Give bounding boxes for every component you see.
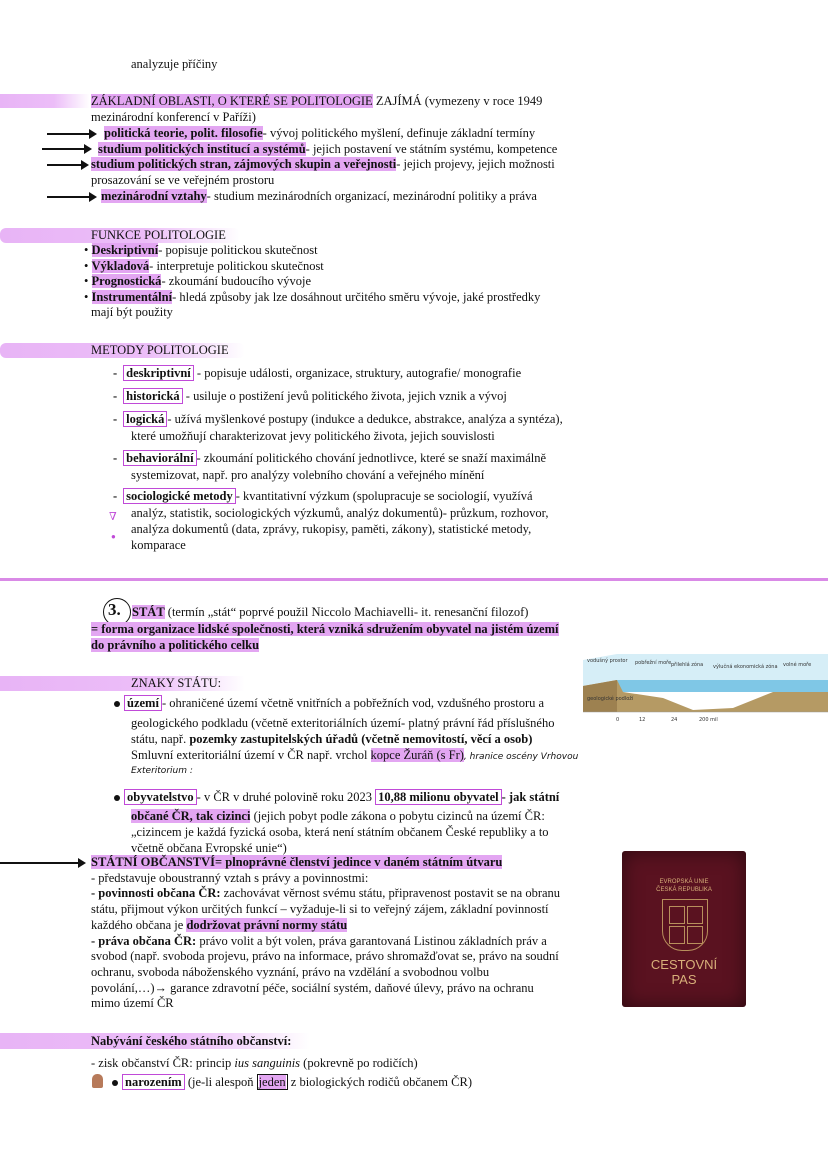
shield-quarter-icon (669, 906, 685, 924)
oblasti-header-rest: ZAJÍMÁ (vymezeny v roce 1949 (372, 94, 543, 108)
funkce-term: Prognostická (91, 274, 162, 288)
obyv-num: 10,88 milionu obyvatel (375, 789, 502, 805)
shield-quarter-icon (687, 906, 703, 924)
oblasti-header (91, 94, 542, 109)
prava-term: - práva občana ČR: (91, 934, 197, 948)
metody-item: - deskriptivní - popisuje události, organizace, struktury, autografie/ monografie (113, 366, 522, 380)
funkce-rest: - hledá způsoby jak lze dosáhnout určitého směru vývoje, jaké prostředky (172, 290, 541, 304)
povinnosti-line3b: dodržovat právní normy státu (186, 918, 348, 932)
oblasti-item (101, 189, 537, 204)
metody-item-cont: které umožňují charakterizovat jevy politického života, jejich souvislosti (131, 429, 495, 443)
section-divider (0, 578, 828, 581)
shield-quarter-icon (687, 926, 703, 944)
metody-term: deskriptivní (123, 365, 194, 381)
znaky-uzemi (114, 696, 544, 711)
map-label: geologické podloží (587, 696, 634, 702)
uzemi-line3 (131, 732, 532, 747)
stat-title-rest: (termín „stát“ poprvé použil Niccolo Machiavelli- it. renesanční filozof) (164, 605, 529, 619)
metody-item: - historická - usiluje o postižení jevů politického života, jejich vznik a vývoj (113, 389, 507, 403)
oblasti-rest: - vývoj politického myšlení, definuje základní termíny (262, 126, 536, 140)
passport-line2: ČESKÁ REPUBLIKA (656, 887, 712, 893)
povinnosti-line3 (91, 918, 347, 933)
arrow-icon (42, 148, 90, 150)
prava-line2: svobod (např. svoboda projevu, právo na informace, právo shromažďovat se, právo na soudní (91, 949, 559, 963)
handwritten-note: Exteritorium : (131, 766, 193, 776)
oblasti-rest: - jejich projevy, jejich možnosti (396, 157, 555, 171)
map-label: 200 mil (699, 717, 718, 723)
metody-item: - sociologické metody - kvantitativní výzkum (spolupracuje se sociologií, využívá (113, 489, 533, 503)
jeden-text: jeden (258, 1075, 286, 1089)
povinnosti-term: - povinnosti občana ČR: (91, 886, 221, 900)
nabyvani-line1c: (pokrevně po rodičích) (300, 1056, 418, 1070)
arrow-icon (47, 196, 95, 198)
oblasti-header-hl: ZÁKLADNÍ OBLASTI, O KTERÉ SE POLITOLOGIE (91, 94, 373, 108)
passport-image (622, 851, 746, 1007)
nabyvani-header: Nabývání českého státního občanství: (91, 1034, 292, 1048)
obcanstvi-header-text: STÁTNÍ OBČANSTVÍ= plnoprávné členství jedince v daném státním útvaru (91, 855, 503, 869)
metody-item-cont: systemizovat, např. pro analýzy volebního chování a veřejného mínění (131, 468, 485, 482)
povinnosti-line2: státu, přijmout výkon určitých funkcí – vyžaduje-li si to veřejný zájem, základní povinností (91, 902, 549, 916)
metody-rest: - kvantitativní výzkum (spolupracuje se sociologií, využívá (235, 489, 533, 503)
uzemi-line4 (131, 748, 578, 763)
znaky-obyv (114, 790, 559, 805)
povinnosti-rest: zachovávat věrnost svému státu, připravenost postavit se na obranu (220, 886, 561, 900)
pen-mark-icon: ∇ (109, 511, 117, 523)
funkce-term: Výkladová (91, 259, 150, 273)
obyv-line2 (131, 809, 545, 824)
map-label: pobřežní moře (635, 660, 672, 666)
oblasti-rest: - studium mezinárodních organizací, mezinárodní politiky a práva (206, 189, 537, 203)
metody-rest: - popisuje události, organizace, struktury, autografie/ monografie (193, 366, 522, 380)
stat-def1-text: = forma organizace lidské společnosti, která vzniká sdružením obyvatel na jistém území (91, 622, 559, 636)
funkce-rest: - interpretuje politickou skutečnost (149, 259, 324, 273)
nabyvani-line1b: ius sanguinis (234, 1056, 301, 1070)
metody-item-cont: komparace (131, 538, 186, 552)
section-number: 3. (108, 600, 121, 619)
oblasti-rest: - jejich postavení ve státním systému, kompetence (305, 142, 558, 156)
oblasti-term: mezinárodní vztahy (101, 189, 207, 203)
oblasti-term: politická teorie, polit. filosofie (104, 126, 263, 140)
metody-term: behaviorální (123, 450, 196, 466)
uzemi-line: geologického podkladu (včetně exteritoriálních území- platný právní řád příslušného (131, 716, 555, 730)
nabyvani-line2a: (je-li alespoň (184, 1075, 257, 1089)
oblasti-item-cont: prosazování se ve veřejném prostoru (91, 173, 275, 187)
uzemi-line3a: státu, např. (131, 732, 190, 746)
uzemi-line3b: pozemky zastupitelských úřadů (včetně nemovitostí, věcí a osob) (189, 732, 533, 746)
metody-rest: - užívá myšlenkové postupy (indukce a dedukce, abstrakce, analýza a syntéza), (167, 412, 563, 426)
arrow-icon (47, 133, 95, 135)
obyv-line2-rest: (jejich pobyt podle zákona o pobytu cizinců na území ČR: (250, 809, 545, 823)
oblasti-item (104, 126, 535, 141)
funkce-term: Instrumentální (91, 290, 173, 304)
funkce-header: FUNKCE POLITOLOGIE (91, 228, 226, 242)
bullet-icon (114, 701, 120, 707)
stat-def2-text: do právního a politického celku (91, 638, 260, 652)
intro-line: analyzuje příčiny (131, 57, 218, 71)
povinnosti-line3a: každého občana je (91, 918, 187, 932)
obyv-term: obyvatelstvo (124, 789, 197, 805)
header-highlight-bar (0, 94, 90, 108)
handwritten-note: , hranice oscény Vrhovou (463, 752, 579, 762)
funkce-item: • Deskriptivní- popisuje politickou skutečnost (84, 243, 318, 257)
uzemi-line4-hl: kopce Žuráň (s Fr) (370, 748, 464, 762)
prava-line3: ochranu, svoboda náboženského vyznání, právo na vzdělání a svobodnou volbu (91, 965, 490, 979)
oblasti-item (98, 142, 557, 157)
map-label: 12 (639, 717, 646, 723)
stat-title-line (132, 605, 528, 620)
obcanstvi-header (91, 855, 502, 870)
metody-term: historická (123, 388, 182, 404)
metody-item: - logická - užívá myšlenkové postupy (indukce a dedukce, abstrakce, analýza a syntéza), (113, 412, 563, 426)
stat-title: STÁT (132, 605, 165, 619)
stat-def1 (91, 622, 559, 637)
funkce-term: Deskriptivní (91, 243, 159, 257)
oblasti-item (91, 157, 555, 172)
bullet-icon (112, 1080, 118, 1086)
nabyvani-line1 (91, 1056, 418, 1071)
oblasti-term: studium politických stran, zájmových skupin a veřejnosti (91, 157, 397, 171)
metody-rest: - usiluje o postižení jevů politického života, jejich vznik a vývoj (182, 389, 507, 403)
territory-diagram (583, 652, 828, 724)
metody-item-cont: analýz, statistik, sociologických výzkumů, analýz dokumentů)- průzkum, rozhovor, (131, 506, 549, 520)
funkce-item: • Výkladová- interpretuje politickou skutečnost (84, 259, 324, 273)
stat-def2 (91, 638, 259, 653)
person-icon (92, 1074, 103, 1088)
funkce-item: • Instrumentální- hledá způsoby jak lze dosáhnout určitého směru vývoje, jaké prostředky (84, 290, 541, 304)
nabyvani-line1a: - zisk občanství ČR: princip (91, 1056, 235, 1070)
metody-item-cont: analýza dokumentů (data, zprávy, rukopisy, paměti, zákony), statistické metody, (131, 522, 532, 536)
prava-line (91, 934, 547, 949)
znaky-header: ZNAKY STÁTU: (131, 676, 222, 690)
passport-line1: EVROPSKÁ UNIE (659, 879, 709, 885)
povinnosti-line (91, 886, 560, 901)
obyv-line3: „cizincem je každá fyzická osoba, která není státním občanem České republiky a to (131, 825, 549, 839)
jeden-box (257, 1074, 288, 1090)
prava-line4: povolání,…)→ garance zdravotní péče, sociální systém, daňové úlevy, právo na ochranu (91, 981, 534, 995)
metody-term: logická (123, 411, 167, 427)
nabyvani-line2 (112, 1075, 472, 1090)
obyv-rest1: - v ČR v druhé polovině roku 2023 (196, 790, 376, 804)
funkce-item: • Prognostická- zkoumání budoucího vývoje (84, 274, 312, 288)
obcanstvi-line1: - představuje oboustranný vztah s právy a povinnostmi: (91, 871, 369, 885)
obyv-line2-hl: občané ČR, tak cizinci (131, 809, 251, 823)
coat-of-arms-icon (662, 899, 708, 951)
nabyvani-line2b: z biologických rodičů občanem ČR) (287, 1075, 472, 1089)
oblasti-header-line2: mezinárodní konferencí v Paříži) (91, 110, 256, 124)
map-label: 0 (616, 717, 620, 723)
uzemi-line: - ohraničené území včetně vnitřních a pobřežních vod, vzdušného prostoru a (161, 696, 545, 710)
prava-rest: právo volit a být volen, práva garantovaná Listinou základních práv a (196, 934, 547, 948)
oblasti-term: studium politických institucí a systémů (98, 142, 306, 156)
obyv-rest2: - jak státní (501, 790, 560, 804)
funkce-rest: - popisuje politickou skutečnost (158, 243, 318, 257)
uzemi-term: území (124, 695, 162, 711)
prava-line5: mimo území ČR (91, 996, 174, 1010)
passport-line4: PAS (671, 972, 697, 987)
metody-header: METODY POLITOLOGIE (91, 343, 229, 357)
passport-line3: CESTOVNÍ (650, 957, 718, 972)
arrow-icon (0, 862, 84, 864)
shield-quarter-icon (669, 926, 685, 944)
metody-rest: - zkoumání politického chování jednotlivce, které se snaží maximálně (196, 451, 547, 465)
funkce-item-cont: mají být použity (91, 305, 173, 319)
metody-term: sociologické metody (123, 488, 236, 504)
map-label: vodušný prostor (587, 658, 628, 664)
pen-dot-icon: ● (111, 532, 116, 541)
obyv-line4: včetně občana Evropské unie“) (131, 841, 287, 855)
map-label: přilehlá zóna (671, 662, 704, 668)
map-label: 24 (671, 717, 678, 723)
uzemi-line4a: Smluvní exteritoriální území v ČR např. vrchol (131, 748, 371, 762)
map-label: volné moře (783, 662, 812, 668)
map-label: výlučná ekonomická zóna (713, 664, 778, 670)
bullet-icon (114, 795, 120, 801)
funkce-rest: - zkoumání budoucího vývoje (161, 274, 312, 288)
narozenim-term: narozením (122, 1074, 185, 1090)
metody-item: - behaviorální - zkoumání politického chování jednotlivce, které se snaží maximálně (113, 451, 547, 465)
arrow-icon (47, 164, 87, 166)
